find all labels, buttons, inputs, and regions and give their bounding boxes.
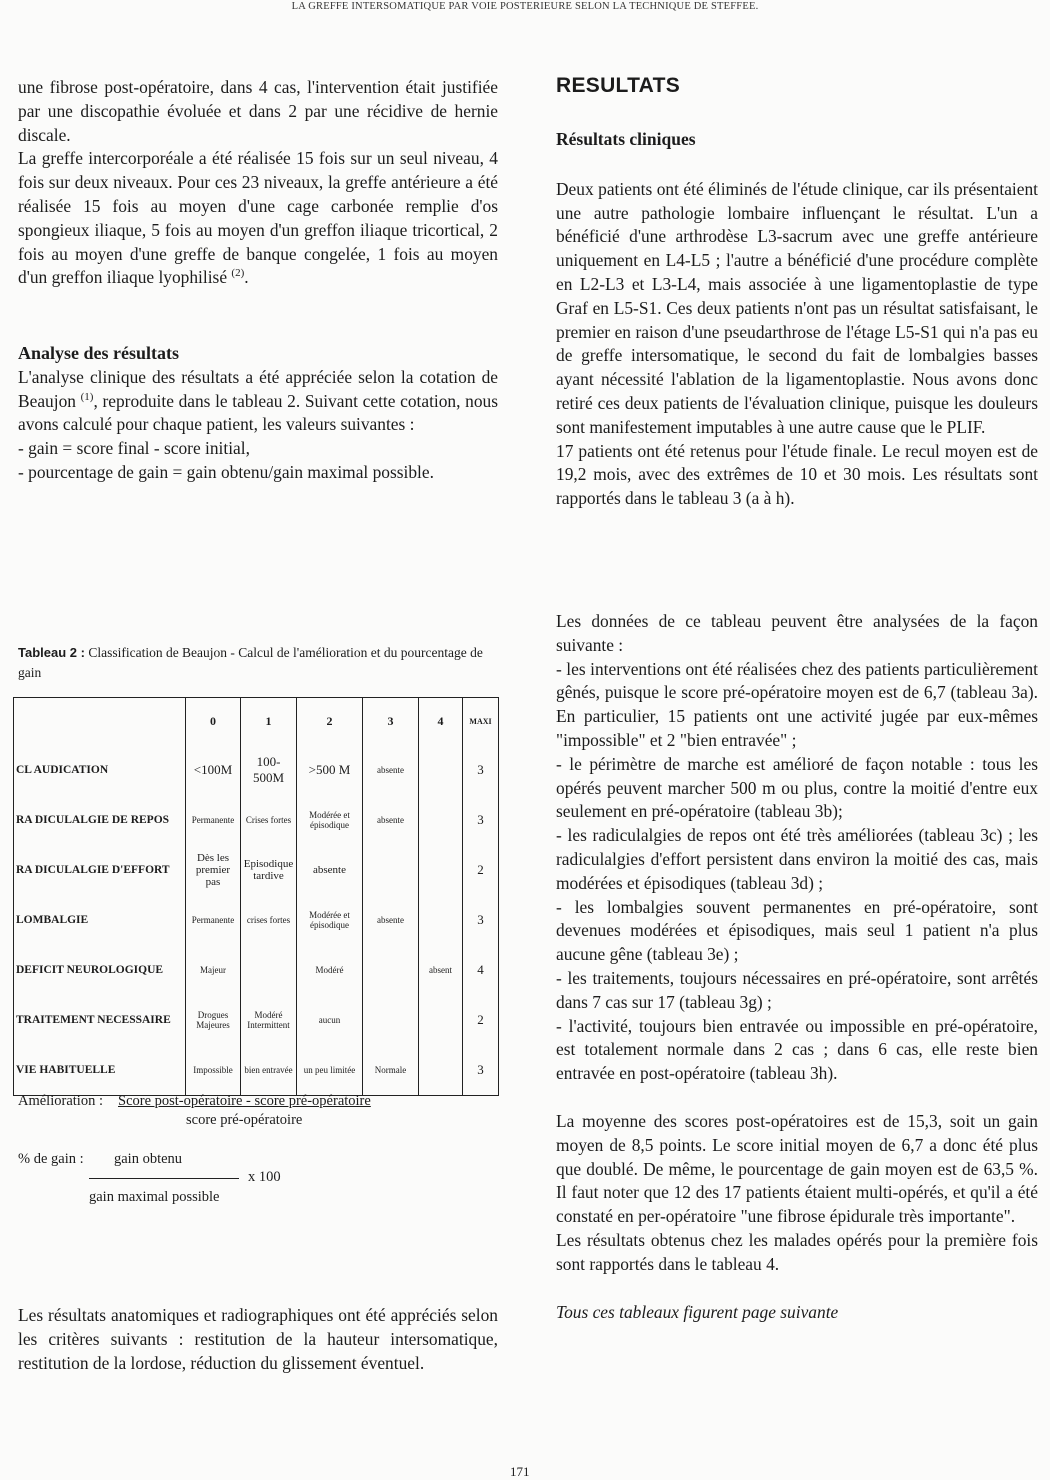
table-header-cell: 1 [241,698,297,746]
table-cell [241,945,297,995]
table-cell: 4 [463,945,499,995]
table-row [14,745,499,795]
gain-denominator: gain maximal possible [89,1189,220,1205]
gain-numerator: gain obtenu [114,1151,183,1167]
table-cell: Episodique tardive [241,845,297,895]
list-item: - le périmètre de marche est amélioré de façon notable : tous les opérés peuvent marcher 500 m ou plus, contre la moitié d'entre eux seulement en pré-opératoire (tableau 3b); [556,753,1038,822]
table-row [14,1045,499,1096]
table-header-cell: 2 [297,698,363,746]
table-cell: Dès les premier pas [186,845,241,895]
table-cell: aucun [297,995,363,1045]
table-cell: 100-500M [241,745,297,795]
table-cell: Crises fortes [241,795,297,845]
table-cell [419,745,463,795]
table-cell: 3 [463,895,499,945]
table-row [14,995,499,1045]
table-cell: un peu limitée [297,1045,363,1096]
table-cell: Normale [363,1045,419,1096]
paragraph: Tous ces tableaux figurent page suivante [556,1301,839,1322]
table-cell [363,945,419,995]
section-title: RESULTATS [556,74,681,97]
row-label: RA DICULALGIE DE REPOS [14,795,186,845]
table-cell: Modérée et épisodique [297,795,363,845]
section-heading: Analyse des résultats [18,343,179,363]
table-cell: Permanente [186,895,241,945]
paragraph: Les résultats obtenus chez les malades opérés pour la première fois sont rapportés dans le tableau 4. [556,1229,1038,1274]
amelioration-numerator: Score post-opératoire - score pré-opératoire [118,1093,371,1109]
row-label: VIE HABITUELLE [14,1045,186,1096]
table-cell: Modérée et épisodique [297,895,363,945]
list-item: - gain = score final - score initial, [18,438,250,459]
analyse-section [18,342,498,485]
table-cell: absente [363,745,419,795]
table-row [14,845,499,895]
table-cell [419,795,463,845]
table-row [14,945,499,995]
right-column-bottom [556,610,1038,1324]
table-cell: >500 M [297,745,363,795]
row-label: DEFICIT NEUROLOGIQUE [14,945,186,995]
list-item: - les lombalgies souvent permanentes en pré-opératoire, sont devenues modérées et épisodiques, mais seul 1 patient n'a plus aucune gêne (tableau 3e) ; [556,896,1038,965]
paragraph: Deux patients ont été éliminés de l'étude clinique, car ils présentaient une autre pathologie lombaire influençant le résultat. L'un a bénéficié d'une arthrodèse L3-sacrum avec une greffe antérieure uniquement en L4-L5 ; l'autre a bénéficié d'une procédure complète en L2-L3 et L3-L4, mais associée à une ligamentoplastie de type Graf en L5-S1. Ces deux patients n'ont pas un résultat satisfaisant, le premier en raison d'une pseudarthrose de l'étage L5-S1 qui n'a pas eu de greffe intersomatique, le second du fait de lombalgies basses ayant nécessité l'ablation de la ligamentoplastie. Nous avons donc retiré ces deux patients de l'évaluation clinique, puisque les douleurs sont manifestement imputables à une autre cause que le PLIF. [556,178,1038,437]
table-row [14,795,499,845]
table-cell [419,995,463,1045]
table-caption: Tableau 2 : Classification de Beaujon - Calcul de l'amélioration et du pourcentage de gain [18,645,483,680]
table-cell: absente [363,795,419,845]
table-cell: 3 [463,745,499,795]
table-cell: Permanente [186,795,241,845]
left-column-top [18,76,498,290]
list-item: - pourcentage de gain = gain obtenu/gain maximal possible. [18,461,434,482]
table-cell: 2 [463,995,499,1045]
table-cell: Modéré Intermittent [241,995,297,1045]
row-label: RA DICULALGIE D'EFFORT [14,845,186,895]
table-header-cell: MAXI [463,698,499,746]
gain-label: % de gain : [18,1151,84,1167]
list-item: - les radiculalgies de repos ont été très améliorées (tableau 3c) ; les radiculalgies d'effort persistent dans environ la moitié des cas, mais modérées et épisodiques (tableau 3d) ; [556,825,1038,893]
row-label: LOMBALGIE [14,895,186,945]
table-row [14,895,499,945]
table-cell: 3 [463,795,499,845]
table-cell: <100M [186,745,241,795]
table-cell: Drogues Majeures [186,995,241,1045]
amelioration-denominator: score pré-opératoire [186,1112,303,1128]
table-cell: 2 [463,845,499,895]
table-cell [419,845,463,895]
table-cell: crises fortes [241,895,297,945]
table-cell [363,845,419,895]
paragraph: 17 patients ont été retenus pour l'étude finale. Le recul moyen est de 19,2 mois, avec des extrêmes de 10 et 30 mois. Les résultats sont rapportés dans le tableau 3 (a à h). [556,440,1038,509]
paragraph: Les données de ce tableau peuvent être analysées de la façon suivante : [556,611,1038,655]
paragraph: La moyenne des scores post-opératoires est de 15,3, soit un gain moyen de 8,5 points. Le score initial moyen de 6,7 a donc été plus que doublé. De même, le pourcentage de gain moyen est de 63,5 %. Il faut noter que 12 des 17 patients étaient multi-opérés, et qu'il a été constaté en per-opératoire "une fibrose épidurale très importante". [556,1110,1038,1227]
paragraph: une fibrose post-opératoire, dans 4 cas, l'intervention était justifiée par une discopathie évoluée et dans 2 par une récidive de hernie discale. [18,77,498,145]
paragraph: L'analyse clinique des résultats a été appréciée selon la cotation de Beaujon $^{(1)}$, reproduite dans le tableau 2. Suivant cette cotation, nous avons calculé pour chaque patient, les valeurs suivantes : [18,366,498,435]
table-cell: bien entravée [241,1045,297,1096]
table-header-cell: 3 [363,698,419,746]
paragraph: La greffe intercorporéale a été réalisée 15 fois sur un seul niveau, 4 fois sur deux niveaux. Pour ces 23 niveaux, la greffe antérieure a été réalisée 15 fois au moyen d'une cage carbonée remplie d'os spongieux iliaque, 5 fois au moyen d'un greffon iliaque tricortical, 2 fois au moyen d'une greffe de banque congelée, 1 fois au moyen d'un greffon iliaque lyophilisé $^{(2)}$. [18,148,498,288]
list-item: - les interventions ont été réalisées chez des patients particulièrement gênés, puisque le score pré-opératoire moyen est de 6,7 (tableau 3a). En particulier, 15 patients ont une activité jugée par eux-mêmes "impossible" et 2 "bien entravée" ; [556,658,1038,750]
subsection-title: Résultats cliniques [556,129,696,149]
page-number: 171 [510,1464,530,1479]
anatomical-paragraph: Les résultats anatomiques et radiographiques ont été appréciés selon les critères suivants : restitution de la hauteur intersomatique, restitution de la lordose, réduction du glissement éventuel. [18,1305,498,1373]
table-cell: Majeur [186,945,241,995]
table-cell: absent [419,945,463,995]
row-label: TRAITEMENT NECESSAIRE [14,995,186,1045]
table-cell [419,895,463,945]
table-cell: 3 [463,1045,499,1096]
table-header-cell: 4 [419,698,463,746]
table-cell: absente [297,845,363,895]
table-cell: Modéré [297,945,363,995]
table-cell [363,995,419,1045]
table-header-row [14,698,499,746]
running-header: LA GREFFE INTERSOMATIQUE PAR VOIE POSTERIEURE SELON LA TECHNIQUE DE STEFFEE. [291,1,759,12]
table-header-cell: 0 [186,698,241,746]
list-item: - les traitements, toujours nécessaires en pré-opératoire, sont arrêtés dans 7 cas sur 17 (tableau 3g) ; [556,967,1038,1012]
fraction-line [89,1178,239,1179]
beaujon-table [13,697,499,1096]
table-cell [419,1045,463,1096]
amelioration-label: Amélioration : [18,1093,103,1109]
row-label: CL AUDICATION [14,745,186,795]
table-cell: Impossible [186,1045,241,1096]
right-column-top [556,128,1038,511]
table-header-cell [14,698,186,746]
gain-multiplier: x 100 [248,1169,281,1185]
list-item: - l'activité, toujours bien entravée ou impossible en pré-opératoire, est totalement normale dans 2 cas ; dans 6 cas, elle reste bien entravée en post-opératoire (tableau 3h). [556,1015,1038,1084]
table-cell: absente [363,895,419,945]
